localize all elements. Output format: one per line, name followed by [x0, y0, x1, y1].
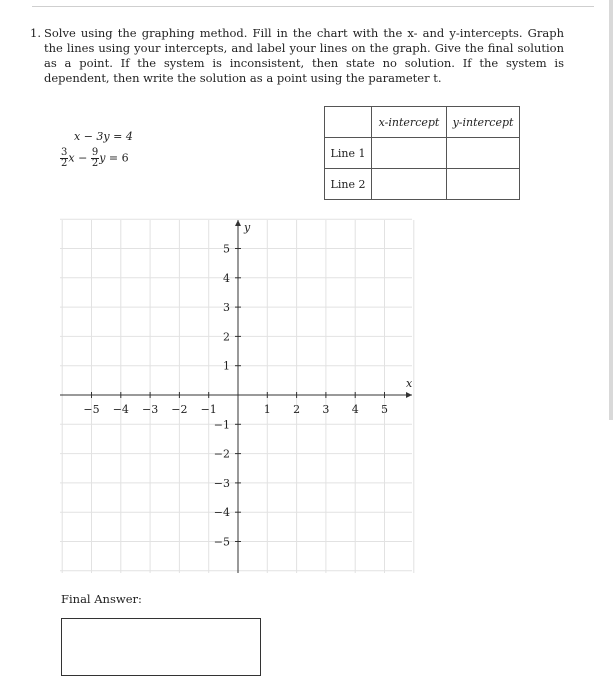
x-tick-label: −5: [83, 403, 100, 416]
top-divider: [32, 6, 594, 7]
table-row: [325, 138, 520, 169]
problem-statement: [30, 26, 564, 86]
y-tick-label: 3: [223, 301, 230, 315]
y-tick-label: 4: [223, 271, 230, 285]
final-answer-box[interactable]: [61, 618, 261, 676]
table-header-row: [325, 107, 520, 138]
x-tick-label: 3: [322, 403, 330, 416]
cell-line2-x-intercept[interactable]: [372, 169, 447, 200]
y-tick-label: −5: [213, 535, 230, 549]
cell-line1-x-intercept[interactable]: [372, 138, 447, 169]
coordinate-grid[interactable]: [60, 215, 420, 577]
problem-number: 1.: [30, 26, 41, 40]
equation-1: x − 3y = 4: [74, 130, 133, 143]
x-tick-label: −2: [171, 403, 188, 416]
y-tick-label: −3: [213, 476, 230, 490]
x-axis-arrow: [406, 392, 412, 398]
fraction-3-2: $\frac{3}{2}$: [61, 147, 68, 169]
scrollbar[interactable]: [609, 0, 613, 420]
x-axis-label: x: [406, 377, 413, 390]
intercepts-table: [324, 106, 520, 200]
cell-line2-y-intercept[interactable]: [447, 169, 520, 200]
y-tick-label: −4: [213, 506, 230, 520]
x-tick-label: 5: [381, 403, 388, 416]
y-tick-label: −1: [213, 418, 230, 432]
table-row: [325, 169, 520, 200]
equation-2: $\frac{3}{2}$ x − $\frac{9}{2}$ y = 6: [61, 147, 129, 169]
table-header-x-intercept: x-intercept: [372, 107, 447, 138]
x-tick-label: 1: [263, 403, 271, 416]
y-tick-label: 2: [223, 330, 230, 344]
x-tick-label: −4: [112, 403, 129, 416]
y-tick-label: −2: [213, 447, 230, 461]
x-tick-label: −1: [200, 403, 217, 416]
cell-line1-y-intercept[interactable]: [447, 138, 520, 169]
table-header-blank: [325, 107, 372, 138]
row-label-line-1: Line 1: [325, 138, 372, 169]
x-tick-label: 2: [293, 403, 301, 416]
y-axis-label: y: [244, 221, 251, 234]
table-header-y-intercept: y-intercept: [447, 107, 520, 138]
y-tick-label: 5: [223, 242, 230, 256]
row-label-line-2: Line 2: [325, 169, 372, 200]
final-answer-label: Final Answer:: [61, 592, 142, 606]
y-tick-label: 1: [223, 359, 230, 373]
problem-text: Solve using the graphing method. Fill in the chart with the x- and y-intercepts. Graph the lines using your intercepts, and label your lines on the graph. Give the final solution as a point. If the system is inconsistent, then state no solution. If the system is dependent, then write the solution as a point using the parameter t.: [44, 26, 564, 85]
y-axis-arrow: [235, 220, 241, 226]
x-tick-label: 4: [351, 403, 359, 416]
fraction-9-2: $\frac{9}{2}$: [91, 147, 99, 169]
x-tick-label: −3: [141, 403, 159, 416]
